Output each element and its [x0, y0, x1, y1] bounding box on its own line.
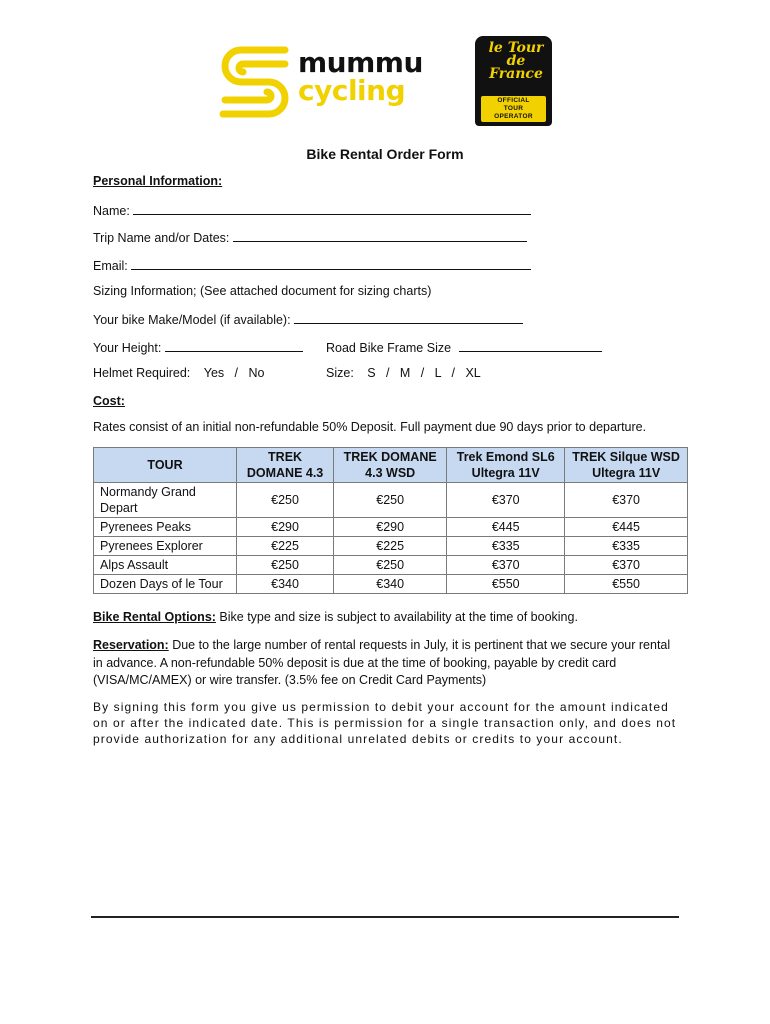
brand-name-line2: cycling [298, 74, 406, 107]
price-cell: €550 [565, 575, 688, 594]
frame-field[interactable] [459, 339, 602, 352]
price-cell: €335 [565, 537, 688, 556]
bike-label: Your bike Make/Model (if available): [93, 313, 291, 327]
rental-options-text: Bike type and size is subject to availability at the time of booking. [215, 610, 578, 624]
name-field[interactable] [133, 202, 531, 215]
size-options[interactable]: S / M / L / XL [367, 366, 481, 380]
size-row [326, 366, 481, 380]
reservation-label: Reservation: [93, 638, 169, 652]
reservation-text: Due to the large number of rental requests in July, it is pertinent that we secure your rental in advance. A non-refundable 50% deposit is due at the time of booking, payable by credit card (VISA/MC/AMEX) or wire transfer. (3.5% fee on Credit Card Payments) [93, 638, 671, 687]
table-row [94, 537, 688, 556]
personal-info-heading: Personal Information: [93, 174, 223, 188]
header-domane-wsd: TREK DOMANE 4.3 WSD [334, 448, 447, 483]
tour-name: Pyrenees Peaks [94, 518, 237, 537]
bike-row [93, 311, 523, 327]
rates-text: Rates consist of an initial non-refundable 50% Deposit. Full payment due 90 days prior to departure. [93, 420, 647, 434]
rental-options-paragraph [93, 609, 683, 626]
rental-options-label: Bike Rental Options: [93, 610, 216, 624]
rates-table [93, 447, 688, 594]
height-row [93, 339, 303, 355]
official-operator-badge [481, 96, 546, 122]
bike-field[interactable] [294, 311, 523, 324]
email-row [93, 257, 531, 273]
price-cell: €370 [565, 483, 688, 518]
table-row [94, 518, 688, 537]
trip-field[interactable] [233, 229, 527, 242]
price-cell: €445 [447, 518, 565, 537]
price-cell: €370 [447, 556, 565, 575]
header-domane: TREK DOMANE 4.3 [237, 448, 334, 483]
price-cell: €550 [447, 575, 565, 594]
tdf-logo-text: le Tour de France [488, 40, 544, 82]
name-label: Name: [93, 204, 130, 218]
authorization-paragraph: By signing this form you give us permission to debit your account for the amount indicated on or after the indicated date. This is permission for a single transaction only, and does not provide authorization for any additional unrelated debits or credits to your account. [93, 700, 677, 746]
sizing-info: Sizing Information; (See attached document for sizing charts) [93, 284, 432, 298]
price-cell: €340 [237, 575, 334, 594]
helmet-label: Helmet Required: [93, 366, 191, 380]
rates-header-row [94, 448, 688, 483]
price-cell: €445 [565, 518, 688, 537]
tour-name: Pyrenees Explorer [94, 537, 237, 556]
reservation-paragraph [93, 637, 683, 690]
helmet-options[interactable]: Yes / No [203, 366, 265, 380]
cost-heading: Cost: [93, 394, 125, 408]
header-silque: TREK Silque WSD Ultegra 11V [565, 448, 688, 483]
name-row [93, 202, 531, 218]
header-emonda: Trek Emond SL6 Ultegra 11V [447, 448, 565, 483]
trip-row [93, 229, 527, 245]
frame-row [326, 339, 602, 355]
price-cell: €250 [237, 483, 334, 518]
frame-label: Road Bike Frame Size [326, 341, 452, 355]
price-cell: €290 [334, 518, 447, 537]
price-cell: €250 [334, 556, 447, 575]
badge-line-2: TOUR [503, 105, 524, 112]
mummu-swirl-icon [215, 42, 295, 127]
email-field[interactable] [131, 257, 531, 270]
height-field[interactable] [165, 339, 303, 352]
brand-name-line1: mummu [298, 46, 423, 79]
email-label: Email: [93, 259, 128, 273]
badge-line-3: OPERATOR [494, 113, 533, 120]
badge-line-1: OFFICIAL [497, 97, 530, 104]
price-cell: €225 [334, 537, 447, 556]
table-row [94, 556, 688, 575]
table-row [94, 483, 688, 518]
size-label: Size: [326, 366, 354, 380]
header-tour: TOUR [94, 448, 237, 483]
form-title: Bike Rental Order Form [306, 146, 464, 162]
tour-name: Normandy Grand Depart [94, 483, 237, 518]
mummu-cycling-logo [215, 42, 435, 127]
price-cell: €290 [237, 518, 334, 537]
tour-de-france-logo [475, 36, 552, 126]
price-cell: €370 [447, 483, 565, 518]
price-cell: €250 [334, 483, 447, 518]
price-cell: €225 [237, 537, 334, 556]
price-cell: €250 [237, 556, 334, 575]
height-label: Your Height: [93, 341, 162, 355]
signature-line[interactable] [91, 916, 679, 918]
tour-name: Alps Assault [94, 556, 237, 575]
table-row [94, 575, 688, 594]
trip-label: Trip Name and/or Dates: [93, 231, 230, 245]
price-cell: €335 [447, 537, 565, 556]
helmet-row [93, 366, 264, 380]
price-cell: €370 [565, 556, 688, 575]
price-cell: €340 [334, 575, 447, 594]
tour-name: Dozen Days of le Tour [94, 575, 237, 594]
